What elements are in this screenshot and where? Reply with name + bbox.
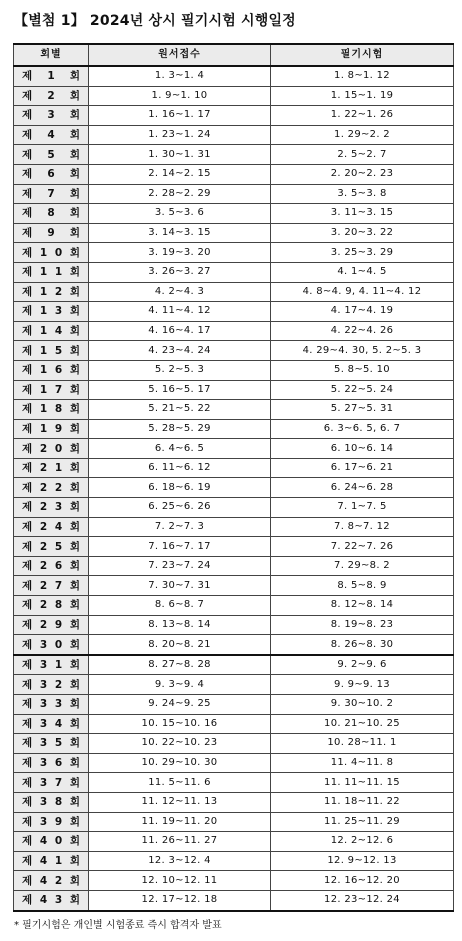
round-cell xyxy=(14,734,89,754)
round-cell xyxy=(14,302,89,322)
application-period-cell: 12. 3~12. 4 xyxy=(89,851,271,871)
application-period-cell: 2. 28~2. 29 xyxy=(89,184,271,204)
round-cell xyxy=(14,164,89,184)
round-cell xyxy=(14,125,89,145)
table-row xyxy=(14,360,454,380)
exam-period-cell: 9. 2~9. 6 xyxy=(271,655,454,675)
exam-period-cell: 12. 2~12. 6 xyxy=(271,832,454,852)
exam-period-cell: 4. 1~4. 5 xyxy=(271,262,454,282)
header-exam: 필기시험 xyxy=(271,44,454,66)
round-cell xyxy=(14,360,89,380)
round-cell xyxy=(14,792,89,812)
application-period-cell: 11. 19~11. 20 xyxy=(89,812,271,832)
exam-period-cell: 3. 25~3. 29 xyxy=(271,243,454,263)
exam-period-cell: 12. 9~12. 13 xyxy=(271,851,454,871)
round-label: 제 4 2 회 xyxy=(22,874,80,887)
round-label: 제 2 5 회 xyxy=(22,540,80,553)
round-label: 제 3 4 회 xyxy=(22,717,80,730)
exam-period-cell: 8. 19~8. 23 xyxy=(271,615,454,635)
application-period-cell: 1. 23~1. 24 xyxy=(89,125,271,145)
round-label: 제 2 2 회 xyxy=(22,481,80,494)
table-row xyxy=(14,537,454,557)
table-row xyxy=(14,596,454,616)
round-label: 제 3 5 회 xyxy=(22,737,80,750)
round-cell xyxy=(14,321,89,341)
exam-schedule-table xyxy=(13,43,454,912)
round-label: 제 2 회 xyxy=(22,89,80,102)
round-cell xyxy=(14,851,89,871)
exam-period-cell: 7. 8~7. 12 xyxy=(271,517,454,537)
exam-period-cell: 11. 4~11. 8 xyxy=(271,753,454,773)
round-label: 제 8 회 xyxy=(22,207,80,220)
table-row xyxy=(14,478,454,498)
exam-period-cell: 7. 1~7. 5 xyxy=(271,498,454,518)
round-label: 제 1 회 xyxy=(22,70,80,83)
round-cell xyxy=(14,341,89,361)
round-cell xyxy=(14,635,89,655)
application-period-cell: 8. 27~8. 28 xyxy=(89,655,271,675)
round-label: 제 1 8 회 xyxy=(22,403,80,416)
application-period-cell: 7. 2~7. 3 xyxy=(89,517,271,537)
exam-period-cell: 11. 11~11. 15 xyxy=(271,773,454,793)
exam-period-cell: 9. 30~10. 2 xyxy=(271,695,454,715)
round-label: 제 3 2 회 xyxy=(22,678,80,691)
application-period-cell: 7. 30~7. 31 xyxy=(89,576,271,596)
round-cell xyxy=(14,675,89,695)
application-period-cell: 9. 3~9. 4 xyxy=(89,675,271,695)
exam-period-cell: 6. 3~6. 5, 6. 7 xyxy=(271,419,454,439)
footnote: * 필기시험은 개인별 시험종료 즉시 합격자 발표 xyxy=(14,920,222,931)
round-label: 제 4 3 회 xyxy=(22,894,80,907)
exam-period-cell: 1. 15~1. 19 xyxy=(271,86,454,106)
application-period-cell: 3. 26~3. 27 xyxy=(89,262,271,282)
application-period-cell: 4. 2~4. 3 xyxy=(89,282,271,302)
exam-period-cell: 8. 26~8. 30 xyxy=(271,635,454,655)
table-row xyxy=(14,282,454,302)
exam-period-cell: 1. 22~1. 26 xyxy=(271,106,454,126)
round-cell xyxy=(14,576,89,596)
exam-period-cell: 7. 22~7. 26 xyxy=(271,537,454,557)
table-row xyxy=(14,439,454,459)
round-cell xyxy=(14,184,89,204)
round-cell xyxy=(14,204,89,224)
application-period-cell: 11. 12~11. 13 xyxy=(89,792,271,812)
table-row xyxy=(14,695,454,715)
exam-period-cell: 6. 17~6. 21 xyxy=(271,458,454,478)
exam-period-cell: 11. 18~11. 22 xyxy=(271,792,454,812)
round-cell xyxy=(14,478,89,498)
table-row xyxy=(14,792,454,812)
table-row xyxy=(14,734,454,754)
table-row xyxy=(14,125,454,145)
round-label: 제 1 1 회 xyxy=(22,266,80,279)
round-label: 제 2 1 회 xyxy=(22,462,80,475)
round-label: 제 2 8 회 xyxy=(22,599,80,612)
round-label: 제 2 4 회 xyxy=(22,520,80,533)
round-label: 제 3 9 회 xyxy=(22,815,80,828)
application-period-cell: 11. 26~11. 27 xyxy=(89,832,271,852)
table-row xyxy=(14,458,454,478)
application-period-cell: 11. 5~11. 6 xyxy=(89,773,271,793)
application-period-cell: 5. 2~5. 3 xyxy=(89,360,271,380)
round-cell xyxy=(14,86,89,106)
round-cell xyxy=(14,753,89,773)
application-period-cell: 1. 9~1. 10 xyxy=(89,86,271,106)
application-period-cell: 7. 16~7. 17 xyxy=(89,537,271,557)
table-row xyxy=(14,204,454,224)
application-period-cell: 6. 25~6. 26 xyxy=(89,498,271,518)
exam-period-cell: 12. 23~12. 24 xyxy=(271,890,454,910)
table-row xyxy=(14,302,454,322)
table-row xyxy=(14,66,454,86)
exam-period-cell: 2. 5~2. 7 xyxy=(271,145,454,165)
document-title: 【별첨 1】 2024년 상시 필기시험 시행일정 xyxy=(14,13,296,29)
exam-period-cell: 3. 5~3. 8 xyxy=(271,184,454,204)
round-label: 제 3 1 회 xyxy=(22,659,80,672)
exam-period-cell: 2. 20~2. 23 xyxy=(271,164,454,184)
table-row xyxy=(14,164,454,184)
table-row xyxy=(14,635,454,655)
table-row xyxy=(14,714,454,734)
application-period-cell: 4. 11~4. 12 xyxy=(89,302,271,322)
round-label: 제 2 0 회 xyxy=(22,442,80,455)
table-row xyxy=(14,773,454,793)
exam-period-cell: 5. 22~5. 24 xyxy=(271,380,454,400)
application-period-cell: 5. 16~5. 17 xyxy=(89,380,271,400)
round-label: 제 2 6 회 xyxy=(22,560,80,573)
table-body xyxy=(14,66,454,911)
table-row xyxy=(14,223,454,243)
exam-period-cell: 6. 24~6. 28 xyxy=(271,478,454,498)
application-period-cell: 8. 13~8. 14 xyxy=(89,615,271,635)
table-row xyxy=(14,812,454,832)
round-label: 제 1 7 회 xyxy=(22,383,80,396)
round-cell xyxy=(14,812,89,832)
table-row xyxy=(14,243,454,263)
application-period-cell: 12. 10~12. 11 xyxy=(89,871,271,891)
exam-period-cell: 10. 28~11. 1 xyxy=(271,734,454,754)
table-row xyxy=(14,498,454,518)
round-cell xyxy=(14,400,89,420)
application-period-cell: 3. 5~3. 6 xyxy=(89,204,271,224)
exam-period-cell: 1. 8~1. 12 xyxy=(271,66,454,86)
exam-period-cell: 4. 8~4. 9, 4. 11~4. 12 xyxy=(271,282,454,302)
round-cell xyxy=(14,66,89,86)
application-period-cell: 10. 22~10. 23 xyxy=(89,734,271,754)
round-label: 제 4 0 회 xyxy=(22,835,80,848)
exam-period-cell: 5. 8~5. 10 xyxy=(271,360,454,380)
exam-period-cell: 6. 10~6. 14 xyxy=(271,439,454,459)
round-label: 제 9 회 xyxy=(22,227,80,240)
application-period-cell: 5. 21~5. 22 xyxy=(89,400,271,420)
table-row xyxy=(14,851,454,871)
application-period-cell: 4. 23~4. 24 xyxy=(89,341,271,361)
exam-period-cell: 12. 16~12. 20 xyxy=(271,871,454,891)
round-cell xyxy=(14,282,89,302)
exam-period-cell: 7. 29~8. 2 xyxy=(271,556,454,576)
application-period-cell: 1. 3~1. 4 xyxy=(89,66,271,86)
exam-period-cell: 1. 29~2. 2 xyxy=(271,125,454,145)
round-cell xyxy=(14,596,89,616)
exam-period-cell: 4. 29~4. 30, 5. 2~5. 3 xyxy=(271,341,454,361)
round-cell xyxy=(14,223,89,243)
application-period-cell: 6. 4~6. 5 xyxy=(89,439,271,459)
application-period-cell: 5. 28~5. 29 xyxy=(89,419,271,439)
application-period-cell: 2. 14~2. 15 xyxy=(89,164,271,184)
table-row xyxy=(14,655,454,675)
round-label: 제 3 3 회 xyxy=(22,698,80,711)
round-cell xyxy=(14,498,89,518)
round-cell xyxy=(14,439,89,459)
application-period-cell: 3. 19~3. 20 xyxy=(89,243,271,263)
round-cell xyxy=(14,556,89,576)
round-label: 제 1 2 회 xyxy=(22,285,80,298)
table-row xyxy=(14,576,454,596)
exam-period-cell: 11. 25~11. 29 xyxy=(271,812,454,832)
table-row xyxy=(14,86,454,106)
round-label: 제 1 3 회 xyxy=(22,305,80,318)
exam-period-cell: 4. 17~4. 19 xyxy=(271,302,454,322)
table-row xyxy=(14,400,454,420)
round-cell xyxy=(14,615,89,635)
table-row xyxy=(14,832,454,852)
table-row xyxy=(14,106,454,126)
application-period-cell: 4. 16~4. 17 xyxy=(89,321,271,341)
round-label: 제 1 9 회 xyxy=(22,422,80,435)
table-row xyxy=(14,517,454,537)
round-label: 제 4 회 xyxy=(22,129,80,142)
exam-period-cell: 3. 20~3. 22 xyxy=(271,223,454,243)
table-row xyxy=(14,871,454,891)
table-row xyxy=(14,380,454,400)
application-period-cell: 1. 16~1. 17 xyxy=(89,106,271,126)
round-cell xyxy=(14,832,89,852)
round-label: 제 4 1 회 xyxy=(22,855,80,868)
round-cell xyxy=(14,871,89,891)
round-cell xyxy=(14,458,89,478)
round-cell xyxy=(14,145,89,165)
application-period-cell: 10. 15~10. 16 xyxy=(89,714,271,734)
application-period-cell: 3. 14~3. 15 xyxy=(89,223,271,243)
table-row xyxy=(14,184,454,204)
table-row xyxy=(14,145,454,165)
round-label: 제 3 회 xyxy=(22,109,80,122)
table-row xyxy=(14,262,454,282)
round-cell xyxy=(14,419,89,439)
table-row xyxy=(14,419,454,439)
header-application: 원서접수 xyxy=(89,44,271,66)
round-label: 제 6 회 xyxy=(22,168,80,181)
round-cell xyxy=(14,106,89,126)
exam-period-cell: 10. 21~10. 25 xyxy=(271,714,454,734)
exam-period-cell: 8. 12~8. 14 xyxy=(271,596,454,616)
round-label: 제 2 7 회 xyxy=(22,579,80,592)
header-round: 회별 xyxy=(14,44,89,66)
application-period-cell: 6. 18~6. 19 xyxy=(89,478,271,498)
round-cell xyxy=(14,243,89,263)
application-period-cell: 7. 23~7. 24 xyxy=(89,556,271,576)
application-period-cell: 8. 20~8. 21 xyxy=(89,635,271,655)
round-label: 제 3 0 회 xyxy=(22,638,80,651)
round-cell xyxy=(14,714,89,734)
round-label: 제 5 회 xyxy=(22,148,80,161)
round-cell xyxy=(14,262,89,282)
round-label: 제 1 5 회 xyxy=(22,344,80,357)
application-period-cell: 10. 29~10. 30 xyxy=(89,753,271,773)
round-label: 제 2 3 회 xyxy=(22,501,80,514)
exam-period-cell: 5. 27~5. 31 xyxy=(271,400,454,420)
table-row xyxy=(14,675,454,695)
round-label: 제 1 0 회 xyxy=(22,246,80,259)
round-label: 제 2 9 회 xyxy=(22,618,80,631)
application-period-cell: 6. 11~6. 12 xyxy=(89,458,271,478)
table-row xyxy=(14,341,454,361)
round-cell xyxy=(14,380,89,400)
round-cell xyxy=(14,695,89,715)
round-cell xyxy=(14,537,89,557)
round-cell xyxy=(14,517,89,537)
exam-period-cell: 9. 9~9. 13 xyxy=(271,675,454,695)
round-cell xyxy=(14,773,89,793)
round-label: 제 3 7 회 xyxy=(22,776,80,789)
table-row xyxy=(14,321,454,341)
table-row xyxy=(14,556,454,576)
exam-period-cell: 3. 11~3. 15 xyxy=(271,204,454,224)
application-period-cell: 8. 6~8. 7 xyxy=(89,596,271,616)
table-row xyxy=(14,890,454,910)
application-period-cell: 12. 17~12. 18 xyxy=(89,890,271,910)
table-header-row xyxy=(14,44,454,66)
exam-period-cell: 4. 22~4. 26 xyxy=(271,321,454,341)
round-label: 제 3 8 회 xyxy=(22,796,80,809)
table-row xyxy=(14,753,454,773)
application-period-cell: 1. 30~1. 31 xyxy=(89,145,271,165)
table-row xyxy=(14,615,454,635)
exam-period-cell: 8. 5~8. 9 xyxy=(271,576,454,596)
application-period-cell: 9. 24~9. 25 xyxy=(89,695,271,715)
round-cell xyxy=(14,890,89,910)
round-label: 제 7 회 xyxy=(22,187,80,200)
round-label: 제 3 6 회 xyxy=(22,757,80,770)
round-label: 제 1 4 회 xyxy=(22,325,80,338)
round-label: 제 1 6 회 xyxy=(22,364,80,377)
round-cell xyxy=(14,655,89,675)
